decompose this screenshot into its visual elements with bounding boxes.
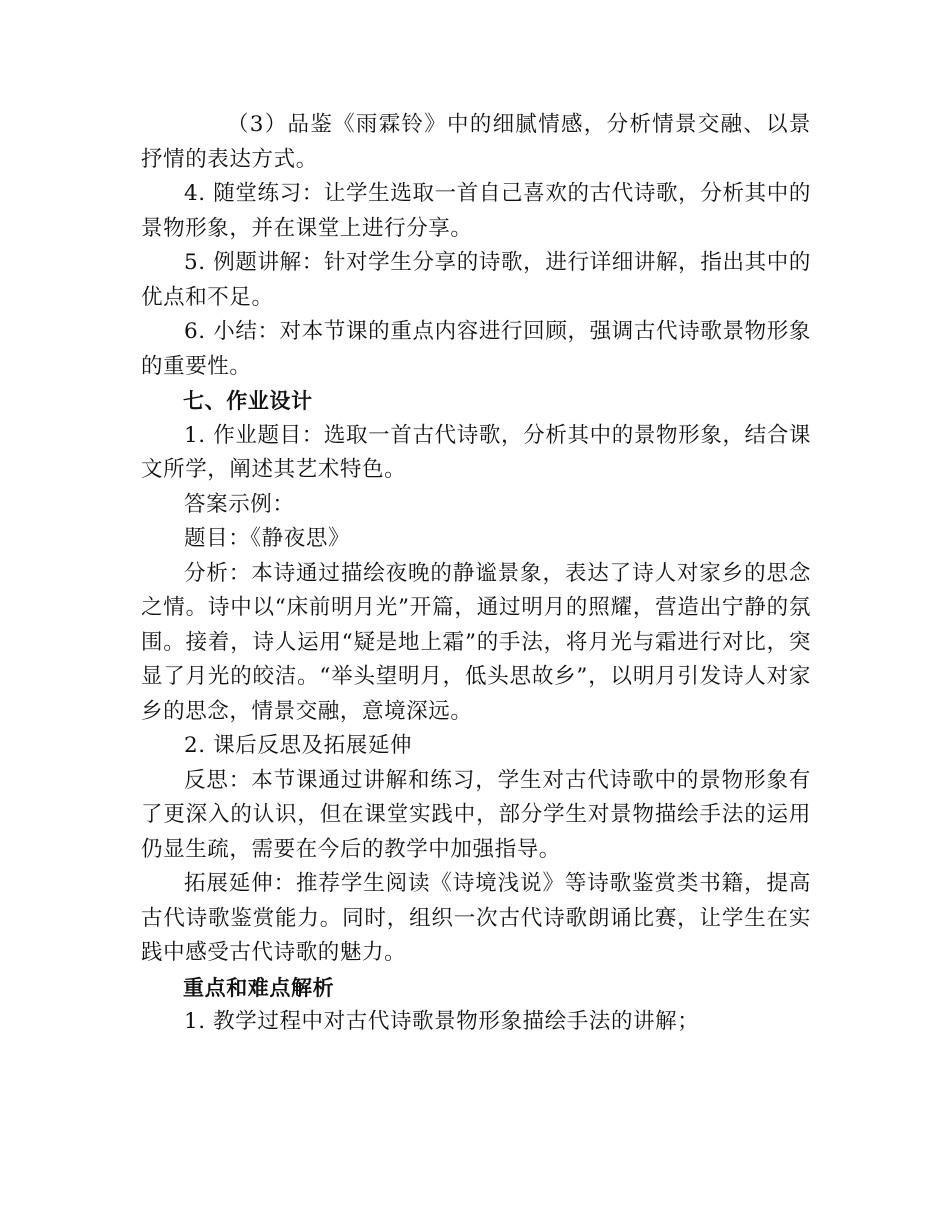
document-page — [141, 108, 811, 1040]
paragraph-step-3: （3）品鉴《雨霖铃》中的细腻情感，分析情景交融、以景抒情的表达方式。 — [141, 112, 811, 172]
paragraph-poem-title: 题目：《静夜思》 — [184, 526, 351, 551]
paragraph-step-5: 5. 例题讲解：针对学生分享的诗歌，进行详细讲解，指出其中的优点和不足。 — [141, 250, 811, 310]
paragraph-answer-example: 答案示例： — [184, 491, 295, 517]
paragraph-key-point-1: 1. 教学过程中对古代诗歌景物形象描绘手法的讲解； — [184, 1009, 700, 1034]
paragraph-analysis: 分析：本诗通过描绘夜晚的静谧景象，表达了诗人对家乡的思念之情。诗中以“床前明月光”开篇，通过明月的照耀，营造出宁静的氛围。接着，诗人运用“疑是地上霜”的手法，将月光与霜进行对比，突显了月光的皎洁。“举头望明月，低头思故乡”，以明月引发诗人对家乡的思念，情景交融，意境深远。 — [141, 560, 811, 724]
paragraph-reflection: 反思：本节课通过讲解和练习，学生对古代诗歌中的景物形象有了更深入的认识，但在课堂实践中，部分学生对景物描绘手法的运用仍显生疏，需要在今后的教学中加强指导。 — [141, 767, 811, 862]
paragraph-homework-2: 2. 课后反思及拓展延伸 — [184, 733, 413, 758]
paragraph-extension: 拓展延伸：推荐学生阅读《诗境浅说》等诗歌鉴赏类书籍，提高古代诗歌鉴赏能力。同时，组织一次古代诗歌朗诵比赛，让学生在实践中感受古代诗歌的魅力。 — [141, 871, 811, 965]
section-heading-homework: 七、作业设计 — [183, 389, 313, 413]
paragraph-homework-1: 1. 作业题目：选取一首古代诗歌，分析其中的景物形象，结合课文所学，阐述其艺术特色。 — [141, 422, 811, 482]
section-heading-key-points: 重点和难点解析 — [183, 975, 335, 1000]
paragraph-step-4: 4. 随堂练习：让学生选取一首自己喜欢的古代诗歌，分析其中的景物形象，并在课堂上进行分享。 — [141, 181, 811, 241]
paragraph-step-6: 6. 小结：对本节课的重点内容进行回顾，强调古代诗歌景物形象的重要性。 — [141, 319, 811, 379]
